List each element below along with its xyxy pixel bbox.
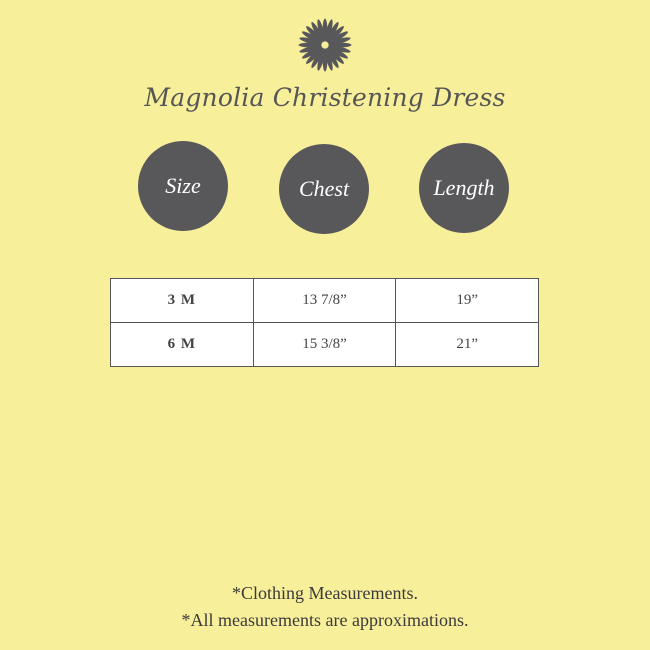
length-header-label: Length [433, 175, 495, 200]
size-cell: 6 M [111, 323, 254, 367]
length-cell: 19” [396, 279, 539, 323]
size-chart-table [110, 278, 539, 367]
size-header-circle [138, 141, 228, 231]
length-cell: 21” [396, 323, 539, 367]
chest-cell: 15 3/8” [253, 323, 396, 367]
table-row [111, 279, 539, 323]
footnote-clothing: *Clothing Measurements. [232, 583, 418, 603]
table-row [111, 323, 539, 367]
footnote-approximations: *All measurements are approximations. [181, 610, 469, 630]
chest-header-circle [279, 144, 369, 234]
size-header-label: Size [165, 173, 201, 198]
page-title: Magnolia Christening Dress [144, 83, 506, 112]
chest-cell: 13 7/8” [253, 279, 396, 323]
footnotes [0, 580, 650, 634]
daisy-flower-icon [297, 17, 353, 73]
length-header-circle [419, 143, 509, 233]
chest-header-label: Chest [298, 176, 350, 201]
size-cell: 3 M [111, 279, 254, 323]
